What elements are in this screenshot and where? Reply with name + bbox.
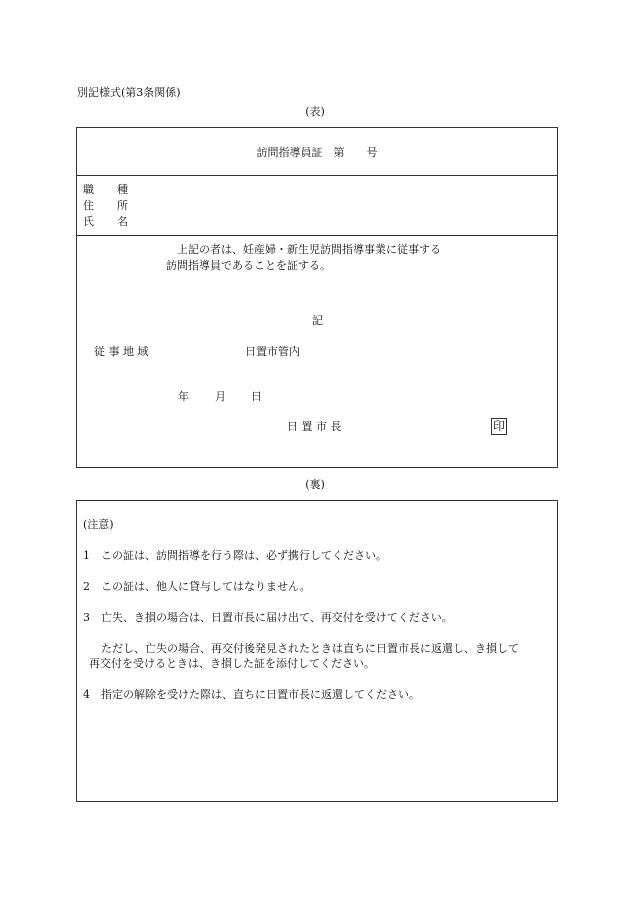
notice-item-1: 1 この証は、訪問指導を行う際は、必ず携行してください。 — [83, 549, 387, 562]
area-value: 日置市管内 — [245, 345, 300, 358]
ki-mark: 記 — [312, 314, 323, 327]
card-title: 訪問指導員証 第 号 — [256, 146, 378, 159]
field-address-char2: 所 — [117, 199, 128, 212]
front-side-label: (表) — [305, 105, 325, 118]
divider-line — [77, 235, 557, 236]
notice-item-3-sub-line-2: 再交付を受けるときは、き損した証を添付してください。 — [89, 657, 375, 670]
notice-item-3: 3 亡失、き損の場合は、日置市長に届け出て、再交付を受けてください。 — [83, 611, 453, 624]
date-day: 日 — [251, 390, 262, 403]
form-heading: 別記様式(第3条関係) — [77, 86, 181, 99]
date-month: 月 — [215, 390, 226, 403]
seal-stamp: 印 — [493, 419, 506, 433]
front-card — [76, 127, 558, 468]
field-occupation-char2: 種 — [117, 183, 128, 196]
certification-line-1: 上記の者は、妊産婦・新生児訪問指導事業に従事する — [177, 243, 441, 256]
notice-heading: (注意) — [83, 518, 114, 531]
field-name-char2: 名 — [117, 215, 128, 228]
notice-item-3-sub-line-1: ただし、亡失の場合、再交付後発見されたときは直ちに日置市長に返還し、き損して — [101, 642, 519, 655]
notice-item-4: 4 指定の解除を受けた際は、直ちに日置市長に返還してください。 — [83, 688, 420, 701]
certification-line-2: 訪問指導員であることを証する。 — [166, 259, 331, 272]
area-label: 従 事 地 域 — [94, 345, 149, 358]
divider-line — [77, 175, 557, 176]
back-side-label: (裏) — [305, 478, 325, 491]
notice-item-2: 2 この証は、他人に貸与してはなりません。 — [83, 580, 311, 593]
back-card — [76, 500, 558, 802]
field-name-char1: 氏 — [83, 215, 94, 228]
date-year: 年 — [178, 390, 189, 403]
issuer-name: 日 置 市 長 — [287, 420, 342, 433]
field-occupation-char1: 職 — [83, 183, 94, 196]
field-address-char1: 住 — [83, 199, 94, 212]
